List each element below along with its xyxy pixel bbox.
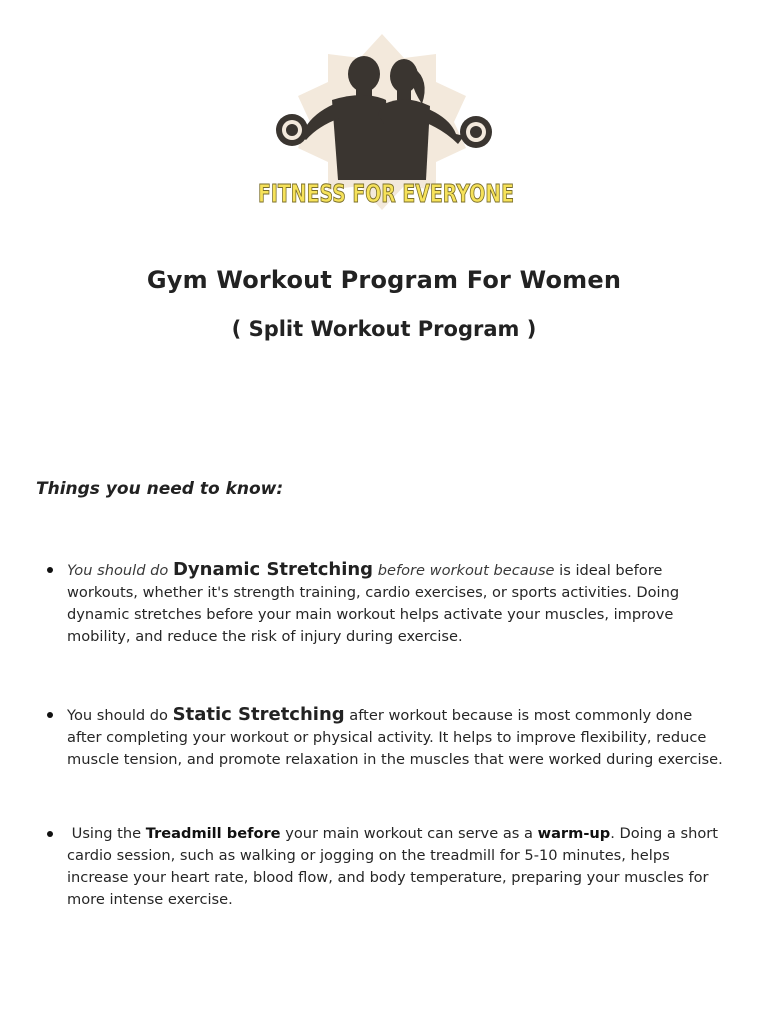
bullet-text: . Doing a short cardio session, such as walking or jogging on the treadmill for 5-10 minutes, helps increase your heart rate, blood flow, and body temperature, preparing your muscles for more intense exercise. (67, 825, 718, 908)
bullet-icon (47, 712, 53, 718)
bullet-emphasis: Dynamic Stretching (172, 559, 374, 580)
page-subtitle: ( Split Workout Program ) (231, 317, 537, 341)
bullet-lead: Using the (67, 825, 146, 842)
bullet-text: is ideal before workouts, whether it's strength training, cardio exercises, or sports activities. Doing dynamic stretches before your main workout helps activate your muscles, improve mobility, and reduce the risk of injury during exercise. (67, 562, 680, 645)
list-item (67, 823, 731, 911)
bullet-strong: warm-up (537, 825, 611, 842)
bullet-icon (47, 831, 53, 837)
logo-text: FITNESS FOR EVERYONE (258, 179, 514, 208)
dumbbell-right-icon (460, 116, 492, 148)
bullet-strong: Treadmill before (145, 825, 281, 842)
bullet-icon (47, 567, 53, 573)
list-item (67, 559, 731, 648)
bullet-mid: your main workout can serve as a (280, 825, 538, 842)
bullet-lead: You should do (67, 562, 173, 579)
list-item (67, 704, 731, 771)
bullet-emphasis: Static Stretching (172, 704, 345, 725)
bullet-lead: You should do (67, 707, 173, 724)
bullet-after: before workout because (373, 562, 555, 579)
section-heading: Things you need to know: (36, 479, 284, 499)
bullet-text: after workout because is most commonly done after completing your workout or physical activity. It helps to improve flexibility, reduce muscle tension, and promote relaxation in the muscles that were worked during exercise. (67, 707, 723, 768)
fitness-logo (254, 30, 518, 214)
page-title: Gym Workout Program For Women (146, 266, 622, 294)
dumbbell-left-icon (276, 114, 308, 146)
logo-graphic (254, 30, 518, 214)
